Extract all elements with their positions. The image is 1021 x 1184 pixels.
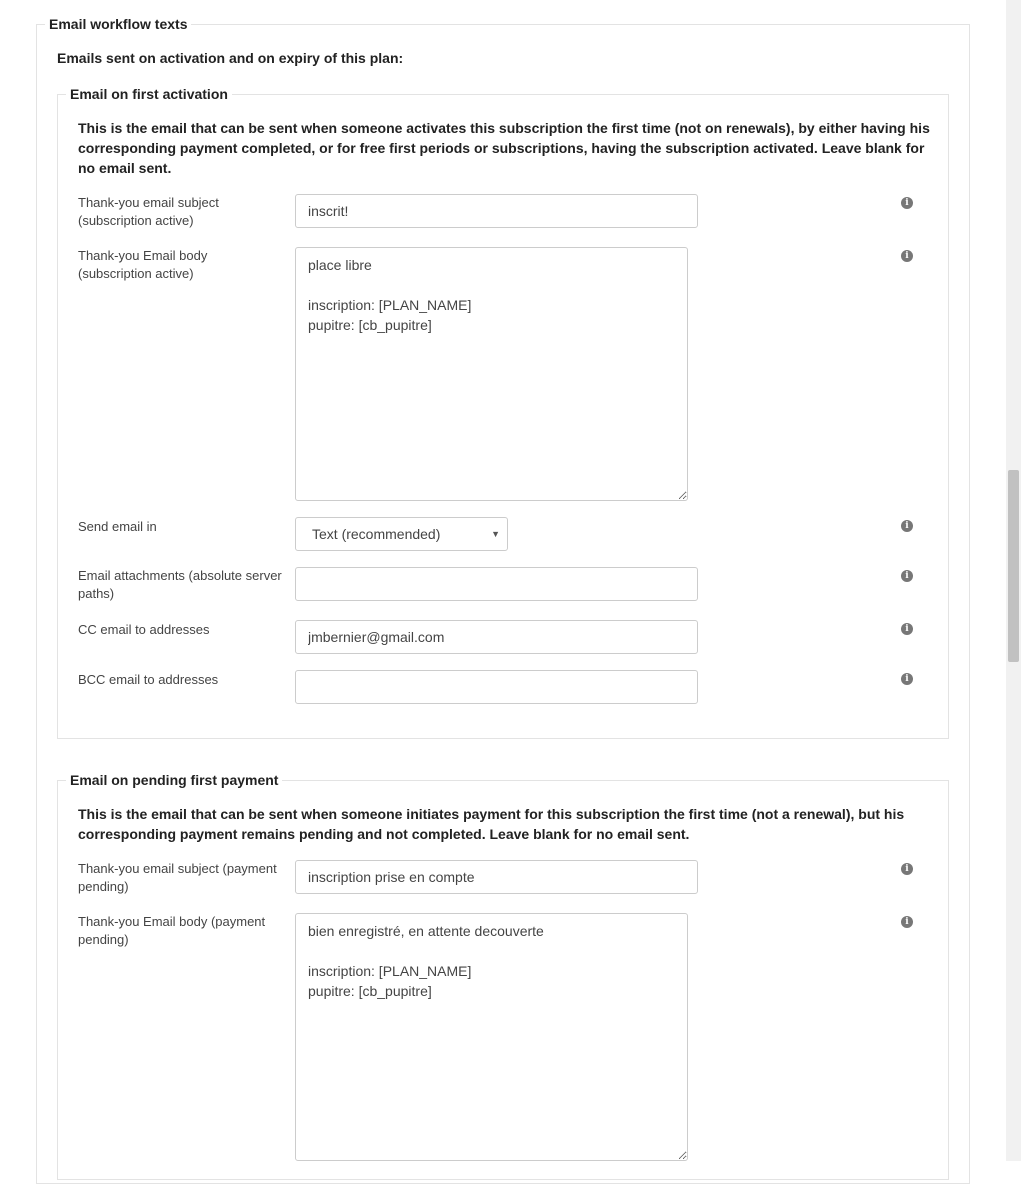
attachments-label: Email attachments (absolute server paths): [78, 568, 282, 601]
chevron-down-icon: ▼: [491, 529, 500, 539]
info-circle-icon[interactable]: i: [901, 863, 913, 875]
pending-subject-input[interactable]: [295, 860, 698, 894]
info-circle-icon[interactable]: i: [901, 623, 913, 635]
body-textarea[interactable]: [295, 247, 688, 501]
pending-body-label: Thank-you Email body (payment pending): [78, 914, 266, 947]
first-activation-description: This is the email that can be sent when someone activates this subscription the first time (not on renewals), by either having his corresponding payment completed, or for free first periods or subscriptions, having the subscription activated. Leave blank for no email sent.: [78, 120, 930, 176]
cc-label: CC email to addresses: [78, 622, 210, 637]
info-circle-icon[interactable]: i: [901, 520, 913, 532]
first-activation-legend: Email on first activation: [66, 85, 232, 103]
scrollbar-thumb[interactable]: [1008, 470, 1019, 662]
info-circle-icon[interactable]: i: [901, 197, 913, 209]
cc-input[interactable]: [295, 620, 698, 654]
info-circle-icon[interactable]: i: [901, 916, 913, 928]
bcc-input[interactable]: [295, 670, 698, 704]
info-circle-icon[interactable]: i: [901, 570, 913, 582]
send-in-label: Send email in: [78, 519, 157, 534]
subject-label: Thank-you email subject (subscription active): [78, 195, 219, 228]
pending-subject-label: Thank-you email subject (payment pending): [78, 861, 277, 894]
pending-body-textarea[interactable]: [295, 913, 688, 1161]
send-in-selected-value: Text (recommended): [312, 526, 441, 542]
email-workflow-legend: Email workflow texts: [45, 15, 191, 33]
info-circle-icon[interactable]: i: [901, 673, 913, 685]
info-circle-icon[interactable]: i: [901, 250, 913, 262]
send-in-select[interactable]: [295, 517, 508, 551]
workflow-heading: Emails sent on activation and on expiry of this plan:: [57, 50, 404, 66]
bcc-label: BCC email to addresses: [78, 672, 219, 687]
subject-input[interactable]: [295, 194, 698, 228]
pending-payment-description: This is the email that can be sent when someone initiates payment for this subscription the first time (not a renewal), but his corresponding payment remains pending and not completed. Leave blank for no email sent.: [78, 806, 905, 842]
body-label: Thank-you Email body (subscription active): [78, 248, 208, 281]
attachments-input[interactable]: [295, 567, 698, 601]
pending-payment-legend: Email on pending first payment: [66, 771, 282, 789]
